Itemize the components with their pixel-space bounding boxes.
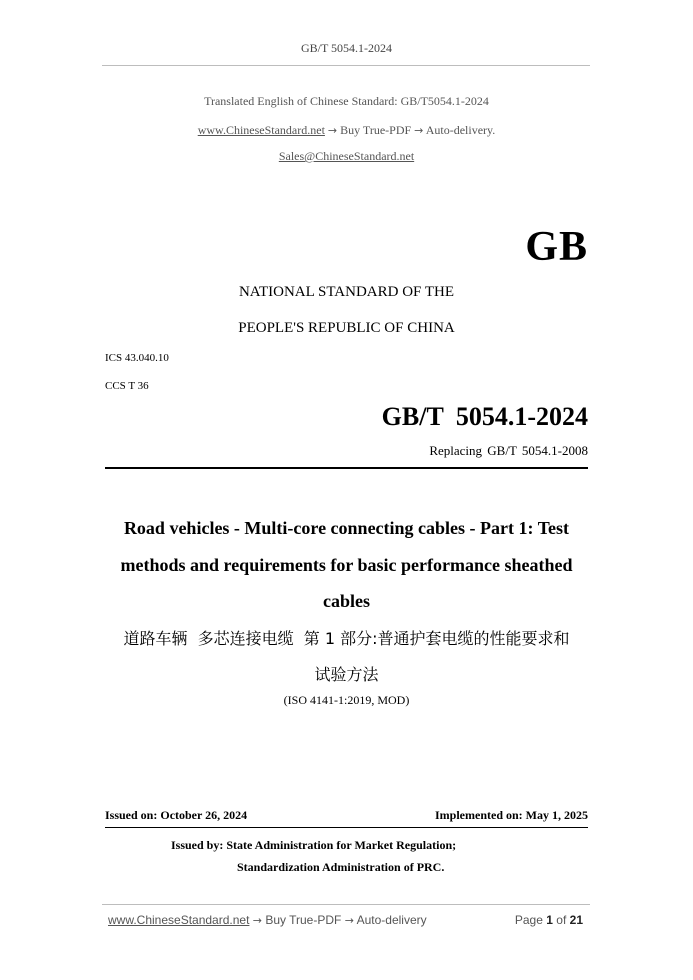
arrow-right-icon: → (414, 124, 424, 137)
english-title-line2: methods and requirements for basic performance sheathed (120, 554, 573, 575)
english-title-line3: cables (323, 591, 370, 611)
dates-divider (105, 827, 588, 828)
site-link[interactable]: www.ChineseStandard.net (197, 123, 325, 137)
chinese-title-line2: 试验方法 (314, 665, 379, 684)
auto-delivery-text: Auto-delivery. (425, 123, 496, 137)
page-indicator (515, 913, 583, 927)
title-divider (105, 467, 588, 469)
sales-email-link[interactable]: Sales@ChineseStandard.net (278, 149, 415, 163)
page-of: of (556, 913, 567, 927)
chinese-title-line1: 道路车辆 多芯连接电缆 第 1 部分:普通护套电缆的性能要求和 (123, 629, 570, 648)
buy-pdf-text: Buy True-PDF (340, 123, 412, 137)
header-divider (102, 65, 590, 66)
english-title-line1: Road vehicles - Multi-core connecting cables - Part 1: Test (123, 518, 570, 538)
issuer-line1: Issued by: State Administration for Market Regulation; (171, 838, 457, 852)
purchase-line (0, 123, 693, 138)
issuer-line2: Standardization Administration of PRC. (237, 860, 445, 874)
iso-reference: (ISO 4141-1:2019, MOD) (283, 693, 410, 707)
translation-notice: Translated English of Chinese Standard: GB/T5054.1-2024 (204, 94, 489, 108)
gb-mark: GB (525, 224, 588, 270)
footer-delivery-text: Auto-delivery (356, 913, 427, 927)
standard-number: GB/T 5054.1-2024 (381, 402, 588, 431)
footer-buy-text: Buy True-PDF (265, 913, 342, 927)
arrow-right-icon: → (327, 124, 338, 137)
ccs-code: CCS T 36 (105, 380, 149, 392)
national-standard-line2: PEOPLE'S REPUBLIC OF CHINA (238, 320, 455, 336)
arrow-right-icon: → (252, 914, 262, 927)
replacing-note: Replacing GB/T 5054.1-2008 (429, 443, 588, 458)
issued-date: Issued on: October 26, 2024 (105, 808, 248, 822)
footer-purchase-line (108, 913, 427, 927)
page-label: Page (514, 913, 543, 927)
footer-divider (102, 904, 590, 905)
footer-site-link[interactable]: www.ChineseStandard.net (108, 913, 250, 927)
page-total: 21 (569, 913, 583, 927)
chinese-title (0, 621, 693, 693)
page-current: 1 (546, 913, 553, 927)
running-header: GB/T 5054.1-2024 (300, 41, 393, 55)
email-line (0, 149, 693, 164)
national-standard-line1: NATIONAL STANDARD OF THE (238, 284, 455, 300)
implemented-date: Implemented on: May 1, 2025 (435, 808, 588, 822)
english-title (0, 510, 693, 620)
ics-code: ICS 43.040.10 (105, 352, 169, 364)
arrow-right-icon: → (344, 914, 354, 927)
